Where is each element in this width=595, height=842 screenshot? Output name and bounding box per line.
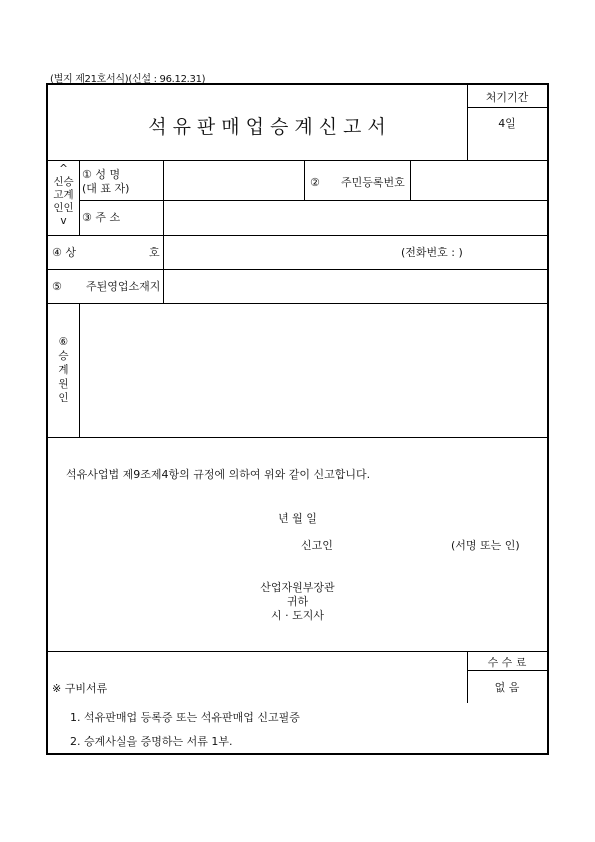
reason-marker: ⑥ bbox=[58, 336, 69, 348]
fee-value: 없 음 bbox=[494, 681, 520, 694]
form-number-note: (별지 제21호서식)(신설 : 96.12.31) bbox=[50, 74, 206, 85]
recipient-honorific: 귀하 bbox=[286, 595, 309, 608]
document-item: 1. 석유판매업 등록증 또는 석유판매업 신고필증 bbox=[70, 711, 300, 724]
phone-label: (전화번호 : ) bbox=[401, 246, 463, 259]
divider-reason bbox=[48, 303, 547, 304]
divider-applicant bbox=[79, 200, 547, 201]
side-text-1: 신승 bbox=[53, 176, 74, 188]
id-number-marker: ② bbox=[310, 176, 320, 189]
trade-name-label: 호 bbox=[149, 246, 160, 259]
applicant-side-line bbox=[79, 160, 80, 235]
recipient-minister: 산업자원부장관 bbox=[260, 581, 335, 594]
form-frame bbox=[46, 83, 549, 755]
reason-char-3: 원 bbox=[58, 378, 69, 390]
fee-label: 수 수 료 bbox=[487, 656, 527, 669]
divider-trade bbox=[48, 235, 547, 236]
divider-title bbox=[48, 160, 547, 161]
declaration-text: 석유사업법 제9조제4항의 규정에 의하여 위와 같이 신고합니다. bbox=[66, 468, 371, 481]
side-text-2: 고계 bbox=[53, 189, 74, 201]
document-item: 2. 승계사실을 증명하는 서류 1부. bbox=[70, 735, 233, 748]
id-label-line-b bbox=[410, 160, 411, 200]
representative-label: (대 표 자) bbox=[82, 182, 130, 195]
id-label-line-a bbox=[304, 160, 305, 200]
reason-char-4: 인 bbox=[58, 392, 69, 404]
trade-name-marker: ④ 상 bbox=[52, 246, 76, 259]
side-caret-up: ^ bbox=[59, 163, 68, 175]
side-text-3: 인인 bbox=[53, 202, 74, 214]
reason-char-1: 승 bbox=[58, 350, 69, 362]
name-label: ① 성 명 bbox=[82, 168, 121, 181]
documents-heading: ※ 구비서류 bbox=[52, 682, 108, 695]
sign-hint: (서명 또는 인) bbox=[451, 539, 520, 552]
reason-side-line bbox=[79, 303, 80, 437]
form-title: 석유판매업승계신고서 bbox=[148, 116, 392, 138]
signer-label: 신고인 bbox=[301, 539, 333, 552]
label-col-line bbox=[163, 160, 164, 303]
processing-value: 4일 bbox=[498, 117, 516, 130]
side-caret-down: v bbox=[60, 215, 67, 227]
reason-char-2: 계 bbox=[58, 364, 69, 376]
recipient-governor: 시 · 도지사 bbox=[271, 609, 324, 622]
divider-declaration bbox=[48, 437, 547, 438]
applicant-side-label bbox=[48, 163, 79, 228]
location-label: 주된영업소재지 bbox=[86, 280, 161, 293]
divider-processing bbox=[467, 107, 547, 108]
divider-fee bbox=[467, 670, 547, 671]
date-line: 년 월 일 bbox=[278, 512, 317, 525]
address-label: ③ 주 소 bbox=[82, 211, 121, 224]
divider-location bbox=[48, 269, 547, 270]
id-number-label: 주민등록번호 bbox=[341, 176, 405, 189]
processing-label: 처기기간 bbox=[485, 91, 529, 104]
divider-documents bbox=[48, 651, 547, 652]
location-marker: ⑤ bbox=[52, 280, 62, 293]
reason-side-label bbox=[48, 335, 79, 405]
